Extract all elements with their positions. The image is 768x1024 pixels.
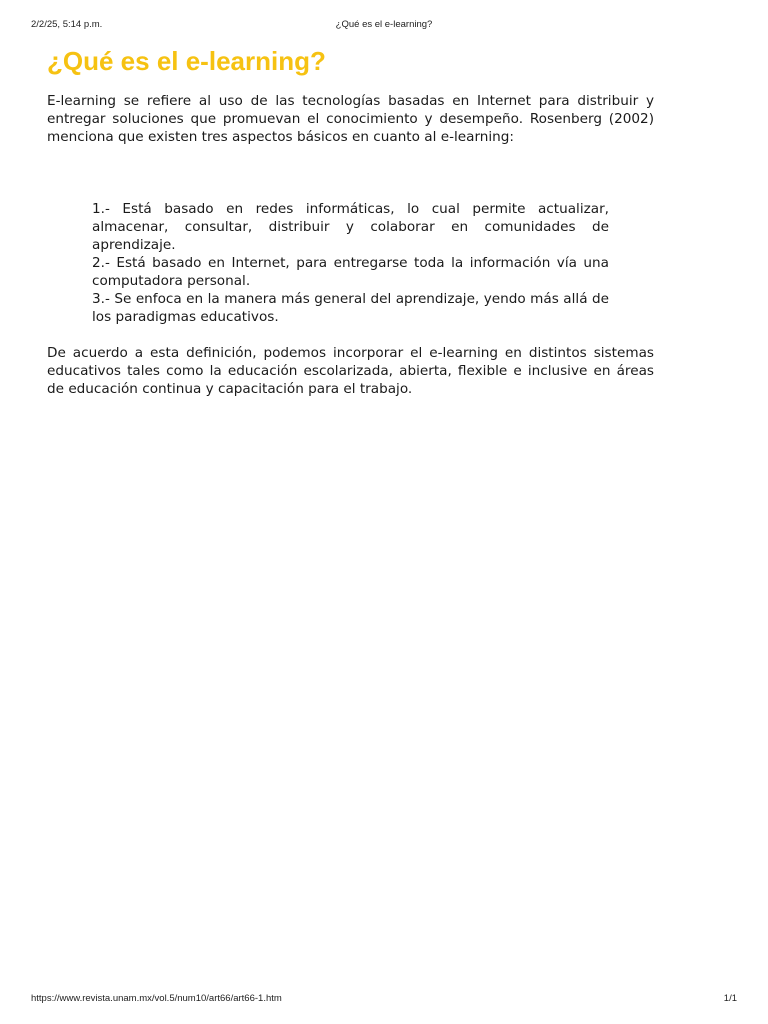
conclusion-paragraph: De acuerdo a esta definición, podemos incorporar el e-learning en distintos sistemas educativos tales como la educación escolarizada, abierta, flexible e inclusive en áreas de educación continua y capacitación para el trabajo. — [47, 345, 654, 397]
list-item: 2.- Está basado en Internet, para entregarse toda la información vía una computadora personal. — [92, 255, 609, 289]
article-content — [47, 44, 654, 398]
source-url: https://www.revista.unam.mx/vol.5/num10/art66/art66-1.htm — [31, 993, 282, 1004]
print-header — [0, 19, 768, 33]
print-date: 2/2/25, 5:14 p.m. — [31, 19, 103, 30]
page-number: 1/1 — [723, 993, 737, 1004]
print-doc-title: ¿Qué es el e-learning? — [335, 19, 433, 30]
aspects-list — [92, 200, 609, 326]
intro-paragraph: E-learning se refiere al uso de las tecnologías basadas en Internet para distribuir y entregar soluciones que promuevan el conocimiento y desempeño. Rosenberg (2002) menciona que existen tres aspectos básicos en cuanto al e-learning: — [47, 93, 654, 145]
print-footer — [0, 993, 768, 1007]
list-item: 3.- Se enfoca en la manera más general del aprendizaje, yendo más allá de los paradigmas educativos. — [92, 291, 609, 325]
list-item: 1.- Está basado en redes informáticas, lo cual permite actualizar, almacenar, consultar, distribuir y colaborar en comunidades de aprendizaje. — [92, 201, 609, 253]
page-title: ¿Qué es el e-learning? — [47, 46, 326, 76]
